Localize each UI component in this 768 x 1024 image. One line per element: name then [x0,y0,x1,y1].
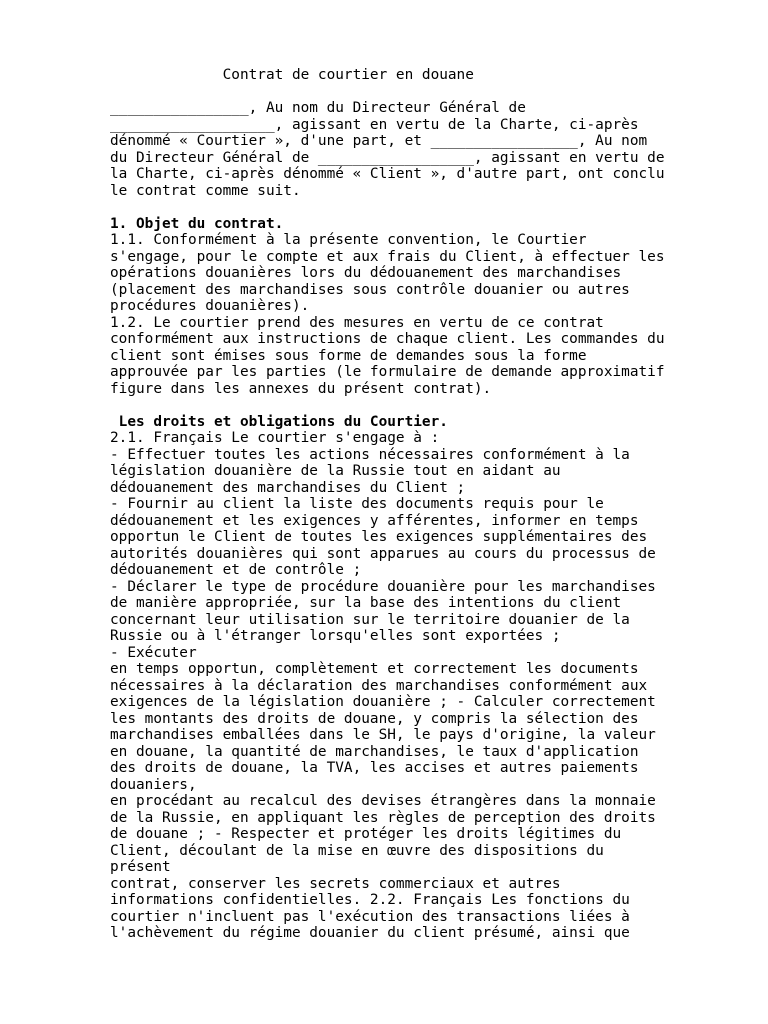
document-line: 1.2. Le courtier prend des mesures en vertu de ce contrat [110,314,604,331]
document-line [110,84,710,101]
document-line: (placement des marchandises sous contrôle douanier ou autres [110,281,630,298]
document-line: informations confidentielles. 2.2. Français Les fonctions du [110,892,630,908]
document-line: client sont émises sous forme de demandes sous la forme [110,347,587,364]
document-line: législation douanière de la Russie tout en aidant au [110,463,561,479]
document-title: Contrat de courtier en douane [110,67,474,83]
document-line: en temps opportun, complètement et correctement les documents [110,661,639,677]
document-line: 1.1. Conformément à la présente convention, le Courtier [110,232,587,248]
document-line: exigences de la législation douanière ; - Calculer correctement [110,694,656,710]
document-line: dédouanement et de contrôle ; [110,562,362,578]
document-line: les montants des droits de douane, y compris la sélection des [110,710,639,727]
document-line: en douane, la quantité de marchandises, le taux d'application [110,743,639,760]
document-line: - Déclarer le type de procédure douanière pour les marchandises [110,578,656,595]
section-heading: 1. Objet du contrat. [110,215,284,232]
document-line [110,199,710,216]
document-line: du Directeur Général de __________________, agissant en vertu de [110,149,665,166]
document-line: approuvée par les parties (le formulaire de demande approximatif [110,364,665,380]
document-line: nécessaires à la déclaration des marchandises conformément aux [110,677,648,694]
document-line: procédures douanières). [110,298,310,314]
document-line: présent [110,859,171,875]
document-line: contrat, conserver les secrets commerciaux et autres [110,875,561,892]
document-line: dédouanement des marchandises du Client ; [110,479,466,496]
document-line: concernant leur utilisation sur le territoire douanier de la [110,611,630,628]
document-line: le contrat comme suit. [110,182,301,199]
document-line: figure dans les annexes du présent contrat). [110,380,492,397]
document-line: autorités douanières qui sont apparues au cours du processus de [110,545,656,562]
document-line: Client, découlant de la mise en œuvre des dispositions du [110,842,604,859]
document-line: dédouanement et les exigences y afférentes, informer en temps [110,512,639,529]
document-line: dénommé « Courtier », d'une part, et _________________, Au nom [110,133,648,149]
document-line: courtier n'incluent pas l'exécution des transactions liées à [110,908,630,925]
document-line: en procédant au recalcul des devises étrangères dans la monnaie [110,793,656,809]
document-line: des droits de douane, la TVA, les accises et autres paiements [110,760,639,776]
document-line: l'achèvement du régime douanier du client présumé, ainsi que [110,925,630,941]
document-line: marchandises emballées dans le SH, le pays d'origine, la valeur [110,727,656,743]
document-line: douaniers, [110,776,197,793]
document-line: 2.1. Français Le courtier s'engage à : [110,430,440,446]
section-heading: Les droits et obligations du Courtier. [110,413,448,430]
document-line: conformément aux instructions de chaque client. Les commandes du [110,331,665,347]
document-line: - Fournir au client la liste des documents requis pour le [110,496,604,512]
document-line: Russie ou à l'étranger lorsqu'elles sont exportées ; [110,628,561,644]
document-line: s'engage, pour le compte et aux frais du Client, à effectuer les [110,248,665,265]
document-line: - Exécuter [110,644,197,661]
document-line: ________________, Au nom du Directeur Général de [110,100,526,116]
document-line: opportun le Client de toutes les exigences supplémentaires des [110,529,648,545]
document-line [110,397,710,414]
document-line: de la Russie, en appliquant les règles de perception des droits [110,809,656,826]
document-line: ___________________, agissant en vertu de la Charte, ci-après [110,116,639,133]
document-line: de douane ; - Respecter et protéger les droits légitimes du [110,826,622,842]
document-line: la Charte, ci-après dénommé « Client », d'autre part, ont conclu [110,166,665,182]
document-body [110,67,710,942]
document-line: opérations douanières lors du dédouanement des marchandises [110,265,622,281]
document-line: de manière appropriée, sur la base des intentions du client [110,595,622,611]
document-line: - Effectuer toutes les actions nécessaires conformément à la [110,446,630,463]
